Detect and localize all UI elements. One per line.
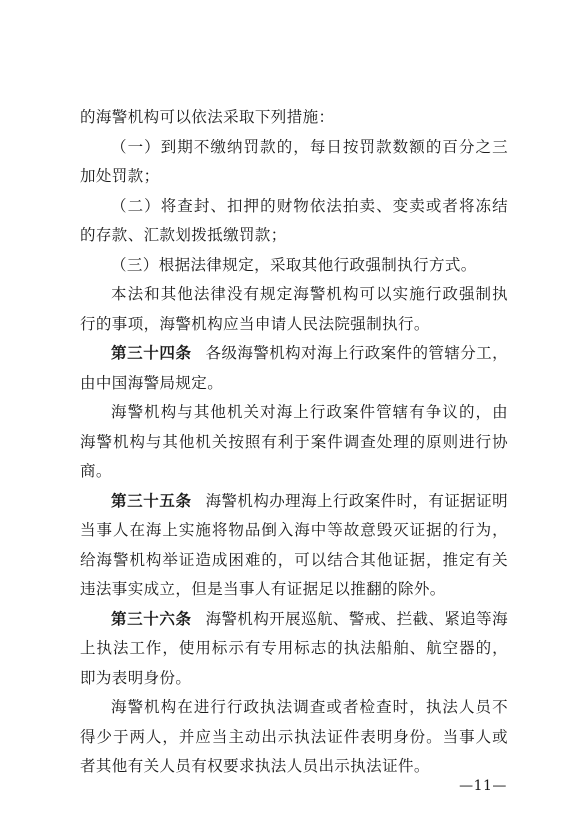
paragraph-article-34 (80, 339, 508, 398)
paragraph-continuation (80, 103, 508, 133)
paragraph-text: 各级海警机构对海上行政案件的管辖分工，由中国海警局规定。 (80, 344, 508, 392)
paragraph-text: （一）到期不缴纳罚款的，每日按罚款数额的百分之三加处罚款； (80, 137, 508, 185)
body-text (80, 103, 508, 782)
article-heading: 第三十五条 (111, 491, 192, 510)
article-heading: 第三十六条 (111, 609, 192, 628)
paragraph-court-enforcement (80, 280, 508, 339)
paragraph-inspection-credentials (80, 693, 508, 782)
paragraph-article-36 (80, 605, 508, 694)
paragraph-measure-2 (80, 192, 508, 251)
paragraph-text: 海警机构在进行行政执法调查或者检查时，执法人员不得少于两人，并应当主动出示执法证件表明身份。当事人或者其他有关人员有权要求执法人员出示执法证件。 (80, 698, 508, 775)
paragraph-text: 海警机构开展巡航、警戒、拦截、紧追等海上执法工作，使用标示有专用标志的执法船舶、航空器的，即为表明身份。 (80, 609, 508, 687)
page-number: —11— (459, 778, 507, 794)
paragraph-text: （二）将查封、扣押的财物依法拍卖、变卖或者将冻结的存款、汇款划拨抵缴罚款； (80, 196, 508, 244)
paragraph-text: （三）根据法律规定，采取其他行政强制执行方式。 (111, 255, 477, 274)
paragraph-text: 海警机构办理海上行政案件时，有证据证明当事人在海上实施将物品倒入海中等故意毁灭证据的行为，给海警机构举证造成困难的，可以结合其他证据，推定有关违法事实成立，但是当事人有证据足以推翻的除外。 (80, 491, 508, 598)
paragraph-jurisdiction-dispute (80, 398, 508, 487)
paragraph-article-35 (80, 487, 508, 605)
article-heading: 第三十四条 (111, 344, 192, 362)
paragraph-measure-1 (80, 133, 508, 192)
paragraph-text: 海警机构与其他机关对海上行政案件管辖有争议的，由海警机构与其他机关按照有利于案件调查处理的原则进行协商。 (80, 403, 508, 480)
paragraph-measure-3 (80, 251, 508, 281)
paragraph-text: 的海警机构可以依法采取下列措施： (80, 108, 335, 126)
paragraph-text: 本法和其他法律没有规定海警机构可以实施行政强制执行的事项，海警机构应当申请人民法院强制执行。 (80, 285, 508, 333)
